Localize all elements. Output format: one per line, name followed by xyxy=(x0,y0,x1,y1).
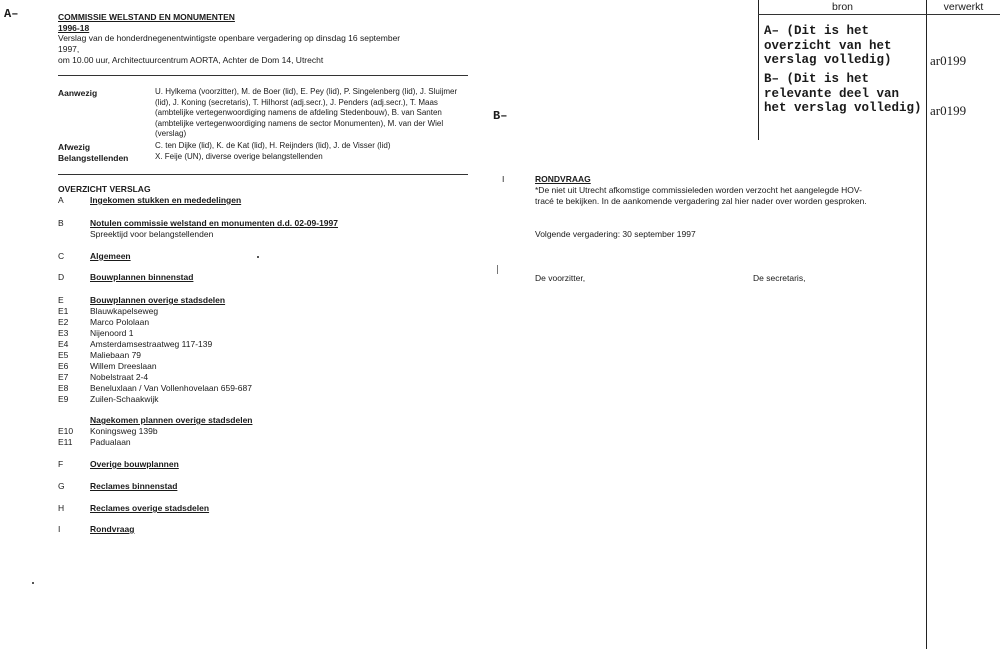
list-item: Blauwkapelseweg xyxy=(90,306,159,316)
next-meeting: Volgende vergadering: 30 september 1997 xyxy=(535,229,696,239)
list-item: Nobelstraat 2-4 xyxy=(90,372,149,382)
list-item: Amsterdamsestraatweg 117-139 xyxy=(90,339,213,349)
item-i-label: Rondvraag xyxy=(90,524,135,534)
item-c-label: Algemeen xyxy=(90,251,131,261)
source-entry-a: A– (Dit is het overzicht van het verslag volledig) xyxy=(764,24,892,67)
stakeholders-text: X. Feije (UN), diverse overige belangstellenden xyxy=(155,152,323,161)
item-b-code: B xyxy=(58,218,64,228)
rondvraag-line-2: tracé te bekijken. In de aankomende vergadering zal hier nader over worden gesproken. xyxy=(535,196,867,206)
source-entry-b: B– (Dit is het relevante deel van het verslag volledig) xyxy=(764,72,922,115)
list-item: Maliebaan 79 xyxy=(90,350,142,360)
item-e-label: Bouwplannen overige stadsdelen xyxy=(90,295,226,305)
processed-code-b: ar0199 xyxy=(930,103,967,118)
item-a-code: A xyxy=(58,195,64,205)
item-f-code: F xyxy=(58,459,64,469)
present-text: U. Hylkema (voorzitter), M. de Boer (lid), E. Pey (lid), P. Singelenberg (lid), J. Sluijmer (lid), J. Koning (secretaris), T. Hilhorst (adj.secr.), J. Penders (adj.secr.), T. Maas (ambtelijke vertegenwoordiging namens de afdeling Stedenbouw), B. van Santen (ambtelijke vertegenwoordiging namens de sector Monumenten), M. van der Wiel (verslag) xyxy=(155,87,458,138)
absent-text: C. ten Dijke (lid), K. de Kat (lid), H. Reijnders (lid), J. de Visser (lid) xyxy=(155,141,391,150)
marker-a: A– xyxy=(4,7,19,21)
document-number: 1996-18 xyxy=(58,23,90,33)
list-item-code: E2 xyxy=(58,317,69,327)
column-header-source: bron xyxy=(831,1,853,13)
list-item-code: E6 xyxy=(58,361,69,371)
item-d-code: D xyxy=(58,272,65,282)
list-item-code: E1 xyxy=(58,306,69,316)
item-e-code: E xyxy=(58,295,64,305)
header-line-1: Verslag van de honderdnegenentwintigste openbare vergadering op dinsdag 16 september xyxy=(58,33,401,43)
table-border-middle xyxy=(926,0,927,649)
item-h-label: Reclames overige stadsdelen xyxy=(90,503,210,513)
column-header-processed: verwerkt xyxy=(943,1,984,13)
item-h-code: H xyxy=(58,503,65,513)
processed-code-a: ar0199 xyxy=(930,53,967,68)
divider-top xyxy=(58,75,468,76)
list-item-code: E10 xyxy=(58,426,74,436)
list-item-code: E5 xyxy=(58,350,69,360)
list-item: Marco Pololaan xyxy=(90,317,150,327)
document-title: COMMISSIE WELSTAND EN MONUMENTEN xyxy=(58,12,235,22)
list-item: Koningsweg 139b xyxy=(90,426,158,436)
header-line-2: 1997, xyxy=(58,44,80,54)
item-d-label: Bouwplannen binnenstad xyxy=(90,272,194,282)
list-item: Beneluxlaan / Van Vollenhovelaan 659-687 xyxy=(90,383,252,393)
header-line-3: om 10.00 uur, Architectuurcentrum AORTA, Achter de Dom 14, Utrecht xyxy=(58,55,324,65)
item-b-label: Notulen commissie welstand en monumenten d.d. 02-09-1997 xyxy=(90,218,338,228)
marker-b: B– xyxy=(493,109,508,123)
item-g-code: G xyxy=(58,481,65,491)
present-label: Aanwezig xyxy=(58,88,98,98)
item-f-label: Overige bouwplannen xyxy=(90,459,179,469)
late-plans-title: Nagekomen plannen overige stadsdelen xyxy=(90,415,253,425)
table-border-left xyxy=(758,0,759,140)
item-g-label: Reclames binnenstad xyxy=(90,481,178,491)
list-item-code: E4 xyxy=(58,339,69,349)
list-item: Willem Dreeslaan xyxy=(90,361,157,371)
rondvraag-code: I xyxy=(502,174,505,184)
item-b-sub: Spreektijd voor belangstellenden xyxy=(90,229,214,239)
stakeholders-label: Belangstellenden xyxy=(58,153,129,163)
scan-speck xyxy=(32,582,34,584)
table-header-rule xyxy=(758,14,1000,15)
item-i-code: I xyxy=(58,524,61,534)
list-item-code: E11 xyxy=(58,437,73,447)
scan-speck xyxy=(257,256,259,258)
list-item-code: E7 xyxy=(58,372,69,382)
absent-label: Afwezig xyxy=(58,142,91,152)
list-item: Zuilen-Schaakwijk xyxy=(90,394,159,404)
list-item-code: E9 xyxy=(58,394,69,404)
list-item-code: E8 xyxy=(58,383,69,393)
scan-mark xyxy=(497,265,498,274)
secretary-signature-label: De secretaris, xyxy=(753,273,806,283)
item-a-label: Ingekomen stukken en mededelingen xyxy=(90,195,242,205)
overview-title: OVERZICHT VERSLAG xyxy=(58,184,151,194)
list-item: Padualaan xyxy=(90,437,131,447)
rondvraag-title: RONDVRAAG xyxy=(535,174,591,184)
list-item: Nijenoord 1 xyxy=(90,328,134,338)
divider-middle xyxy=(58,174,468,175)
item-c-code: C xyxy=(58,251,65,261)
chair-signature-label: De voorzitter, xyxy=(535,273,586,283)
rondvraag-line-1: *De niet uit Utrecht afkomstige commissieleden worden verzocht het aangelegde HOV- xyxy=(535,185,862,195)
list-item-code: E3 xyxy=(58,328,69,338)
